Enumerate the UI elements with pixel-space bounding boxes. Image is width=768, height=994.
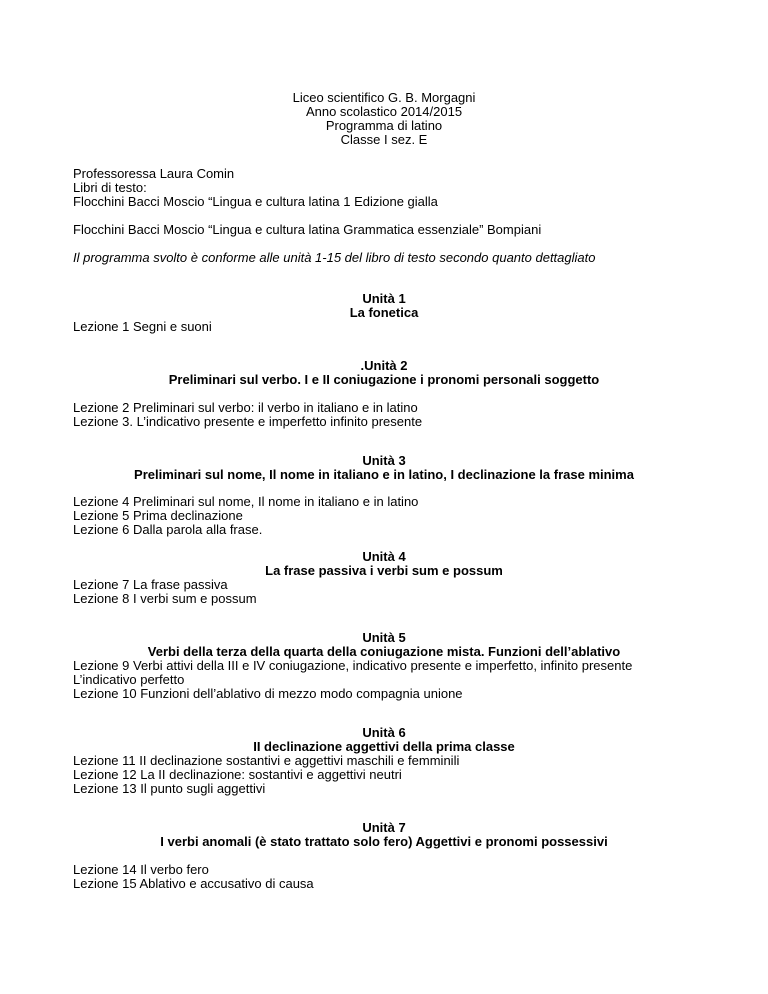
teacher-name: Professoressa Laura Comin bbox=[73, 166, 235, 181]
lesson-14: Lezione 14 Il verbo fero bbox=[73, 862, 209, 877]
program-title: Programma di latino bbox=[325, 118, 443, 133]
unit-7-subtitle: I verbi anomali (è stato trattato solo fero) Aggettivi e pronomi possessivi bbox=[160, 834, 608, 849]
class-name: Classe I sez. E bbox=[340, 132, 428, 147]
lesson-1: Lezione 1 Segni e suoni bbox=[73, 319, 212, 334]
school-name: Liceo scientifico G. B. Morgagni bbox=[292, 90, 476, 105]
unit-6-subtitle: II declinazione aggettivi della prima classe bbox=[253, 739, 515, 754]
unit-1-subtitle: La fonetica bbox=[349, 305, 419, 320]
book-2: Flocchini Bacci Moscio “Lingua e cultura latina Grammatica essenziale” Bompiani bbox=[73, 222, 542, 237]
unit-3-subtitle: Preliminari sul nome, Il nome in italiano e in latino, I declinazione la frase minima bbox=[134, 467, 634, 482]
lesson-9-continued: L’indicativo perfetto bbox=[73, 672, 185, 687]
lesson-2: Lezione 2 Preliminari sul verbo: il verbo in italiano e in latino bbox=[73, 400, 418, 415]
unit-2-title: .Unità 2 bbox=[360, 358, 408, 373]
lesson-10: Lezione 10 Funzioni dell’ablativo di mezzo modo compagnia unione bbox=[73, 686, 463, 701]
lesson-11: Lezione 11 II declinazione sostantivi e aggettivi maschili e femminili bbox=[73, 753, 460, 768]
lesson-5: Lezione 5 Prima declinazione bbox=[73, 508, 243, 523]
unit-7-title: Unità 7 bbox=[362, 820, 406, 835]
unit-5-title: Unità 5 bbox=[362, 630, 406, 645]
unit-3-title: Unità 3 bbox=[362, 453, 406, 468]
unit-4-subtitle: La frase passiva i verbi sum e possum bbox=[265, 563, 503, 578]
lesson-13: Lezione 13 Il punto sugli aggettivi bbox=[73, 781, 266, 796]
lesson-7: Lezione 7 La frase passiva bbox=[73, 577, 228, 592]
lesson-8: Lezione 8 I verbi sum e possum bbox=[73, 591, 257, 606]
unit-2-subtitle: Preliminari sul verbo. I e II coniugazione i pronomi personali soggetto bbox=[168, 372, 600, 387]
lesson-15: Lezione 15 Ablativo e accusativo di causa bbox=[73, 876, 314, 891]
lesson-4: Lezione 4 Preliminari sul nome, Il nome in italiano e in latino bbox=[73, 494, 419, 509]
book-1: Flocchini Bacci Moscio “Lingua e cultura latina 1 Edizione gialla bbox=[73, 194, 438, 209]
lesson-3: Lezione 3. L’indicativo presente e imperfetto infinito presente bbox=[73, 414, 423, 429]
school-year: Anno scolastico 2014/2015 bbox=[305, 104, 463, 119]
program-note: Il programma svolto è conforme alle unità 1-15 del libro di testo secondo quanto dettagliato bbox=[73, 250, 596, 265]
unit-5-subtitle: Verbi della terza della quarta della coniugazione mista. Funzioni dell’ablativo bbox=[147, 644, 621, 659]
lesson-9: Lezione 9 Verbi attivi della III e IV coniugazione, indicativo presente e imperfetto, infinito presente bbox=[73, 658, 633, 673]
unit-6-title: Unità 6 bbox=[362, 725, 406, 740]
lesson-6: Lezione 6 Dalla parola alla frase. bbox=[73, 522, 263, 537]
books-label: Libri di testo: bbox=[73, 180, 147, 195]
unit-4-title: Unità 4 bbox=[362, 549, 406, 564]
lesson-12: Lezione 12 La II declinazione: sostantivi e aggettivi neutri bbox=[73, 767, 402, 782]
unit-1-title: Unità 1 bbox=[362, 291, 406, 306]
